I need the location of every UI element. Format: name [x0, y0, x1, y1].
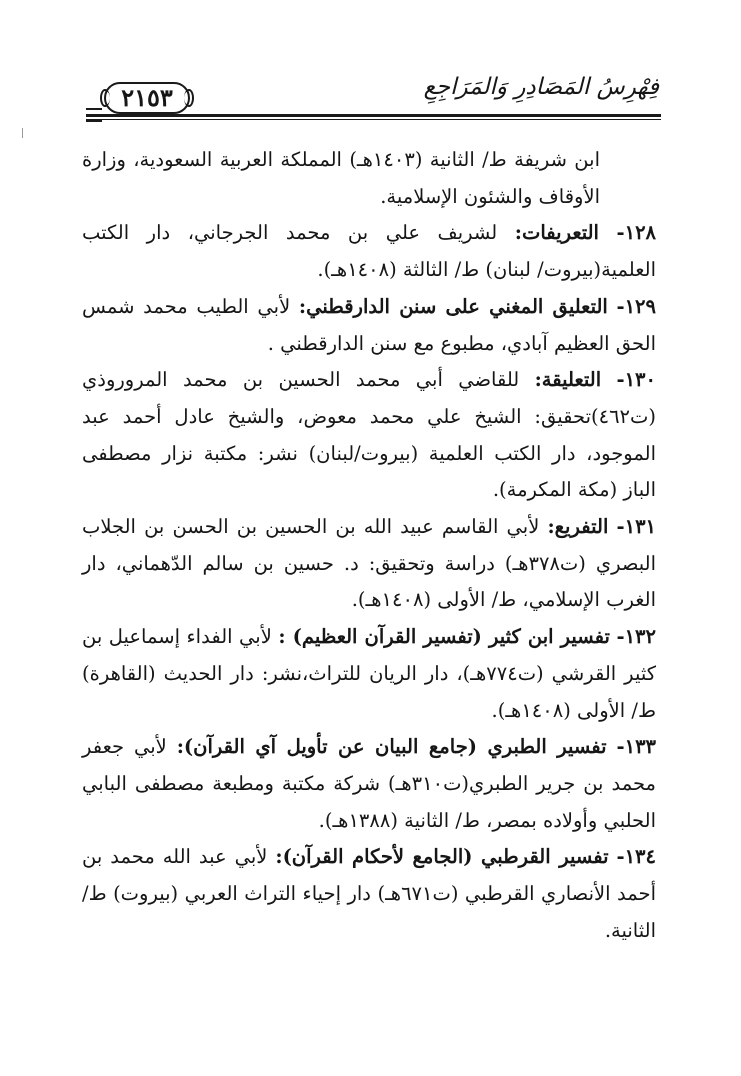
entry-body: لأبي جعفر محمد بن جرير الطبري(ت٣١٠هـ) شركة مكتبة ومطبعة مصطفى البابي الحلبي وأولاده بمصر، ط/ الثانية (١٣٨٨هـ). [82, 735, 656, 832]
entry-title: تفسير القرطبي (الجامع لأحكام القرآن): [275, 845, 609, 869]
bibliography-entry [82, 289, 656, 362]
entry-title: التعليقة: [534, 368, 602, 392]
entry-title: تفسير الطبري (جامع البيان عن تأويل آي القرآن): [176, 735, 607, 759]
bibliography-entry [82, 362, 656, 509]
entry-number: ١٣٢- [616, 625, 656, 649]
bibliography-entry [82, 215, 656, 288]
scan-mark [22, 128, 23, 138]
continuation-text: ابن شريفة ط/ الثانية (١٤٠٣هـ) المملكة العربية السعودية، وزارة الأوقاف والشئون الإسلامية. [82, 148, 600, 208]
entry-number: ١٢٨- [616, 221, 657, 245]
entry-number: ١٣١- [616, 515, 657, 539]
entry-number: ١٣٤- [616, 845, 656, 869]
bibliography-entry [82, 619, 656, 729]
entry-title: التعريفات: [514, 221, 599, 245]
entry-body: لأبي القاسم عبيد الله بن الحسين بن الحسن بن الجلاب البصري (ت٣٧٨هـ) دراسة وتحقيق: د. حسين بن سالم الدّهماني، دار الغرب الإسلامي، ط/ الأولى (١٤٠٨هـ). [82, 515, 656, 612]
entry-title: تفسير ابن كثير (تفسير القرآن العظيم) : [278, 625, 610, 649]
page-header [86, 70, 661, 128]
bibliography-entry [82, 729, 656, 839]
entry-body: لشريف علي بن محمد الجرجاني، دار الكتب العلمية(بيروت/ لبنان) ط/ الثالثة (١٤٠٨هـ). [82, 221, 656, 282]
entry-body: لأبي الفداء إسماعيل بن كثير القرشي (ت٧٧٤هـ)، دار الريان للتراث،نشر: دار الحديث (القاهرة) ط/ الأولى (١٤٠٨هـ). [82, 625, 656, 722]
bibliography-list [82, 142, 656, 949]
bibliography-entry [82, 509, 656, 619]
header-rule [86, 114, 661, 120]
entry-number: ١٣٣- [616, 735, 657, 759]
entry-number: ١٣٠- [616, 368, 656, 392]
entry-body: للقاضي أبي محمد الحسين بن محمد المروروذي (ت٤٦٢)تحقيق: الشيخ علي محمد معوض، والشيخ عادل أحمد عبد الموجود، دار الكتب العلمية (بيروت/لبنان) نشر: مكتبة نزار مصطفى الباز (مكة المكرمة). [82, 368, 656, 502]
bibliography-entry [82, 839, 656, 949]
entry-body: لأبي الطيب محمد شمس الحق العظيم آبادي، مطبوع مع سنن الدارقطني . [82, 294, 656, 355]
entry-title: التعليق المغني على سنن الدارقطني: [298, 294, 608, 318]
entry-number: ١٢٩- [616, 294, 656, 318]
page-number: ٢١٥٣ [104, 82, 190, 114]
entry-title: التفريع: [547, 515, 609, 539]
entry-body: لأبي عبد الله محمد بن أحمد الأنصاري القرطبي (ت٦٧١هـ) دار إحياء التراث العربي (بيروت) ط/ الثانية. [82, 845, 656, 942]
running-title: فِهْرِسُ المَصَادِرِ وَالمَرَاجِعِ [423, 74, 659, 100]
